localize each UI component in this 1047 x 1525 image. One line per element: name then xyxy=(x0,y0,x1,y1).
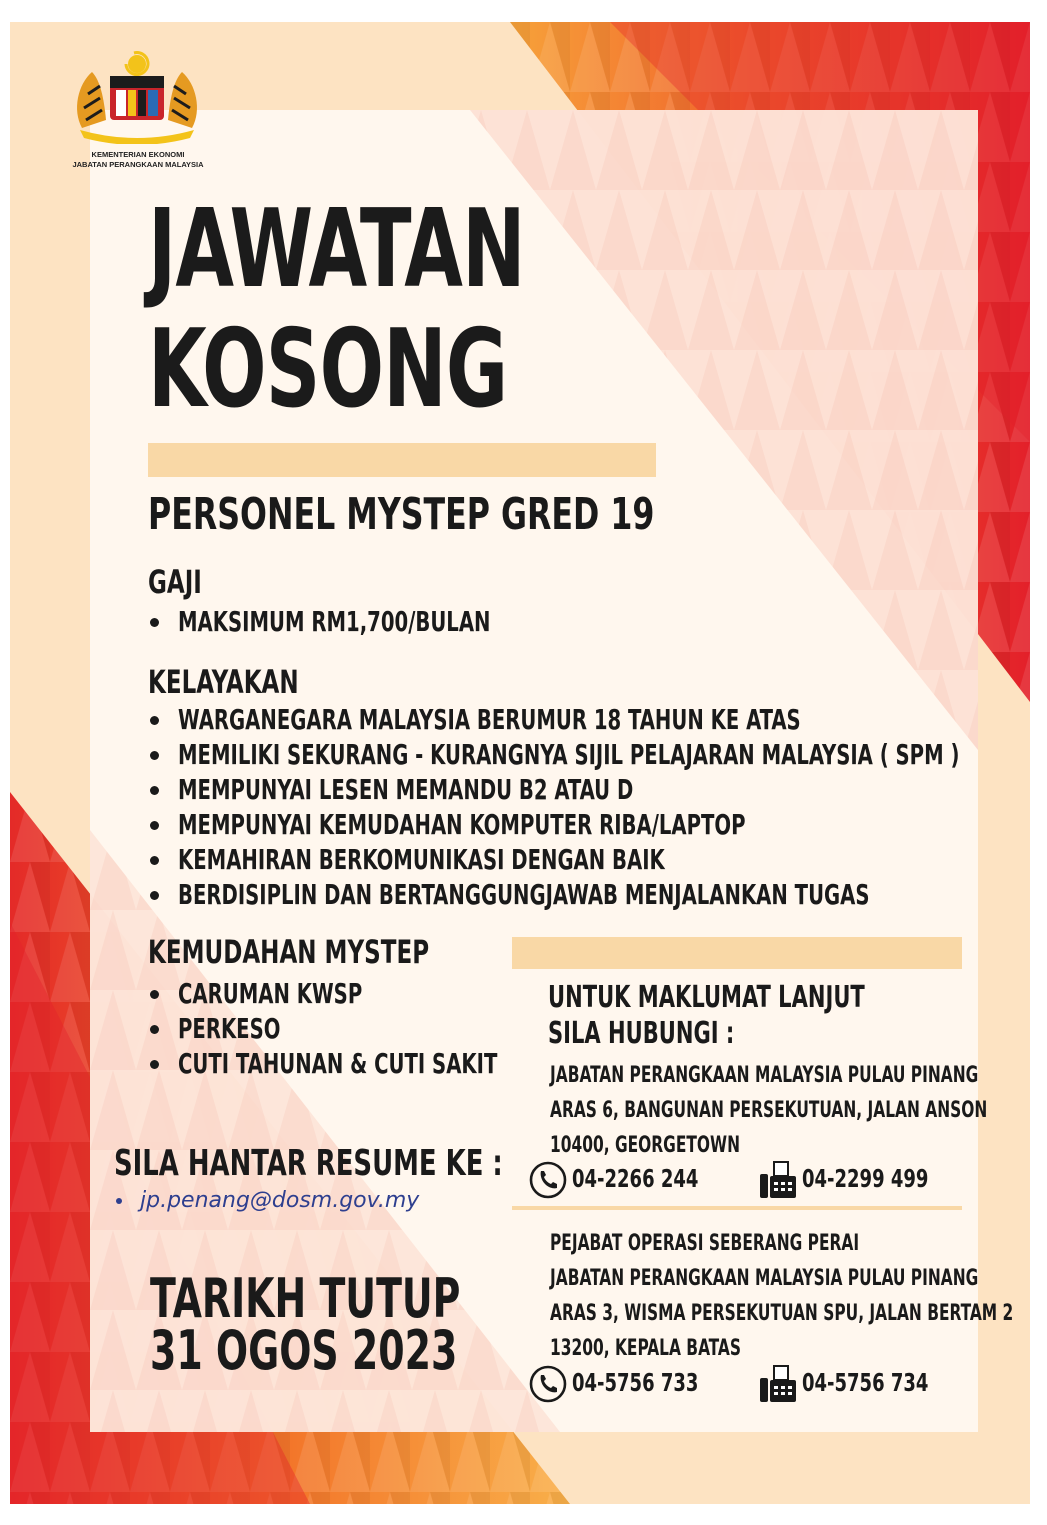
bullet-icon xyxy=(150,990,159,999)
ministry-caption xyxy=(50,150,226,170)
email-row xyxy=(116,1188,419,1220)
office2-line: 13200, KEPALA BATAS xyxy=(550,1336,741,1361)
office2-line: ARAS 3, WISMA PERSEKUTUAN SPU, JALAN BERTAM 2 xyxy=(550,1301,1014,1326)
fax-number: 04-5756 734 xyxy=(802,1368,929,1397)
qualifications-list xyxy=(148,702,1030,912)
office1-line: 10400, GEORGETOWN xyxy=(550,1133,741,1158)
office1-line: ARAS 6, BANGUNAN PERSEKUTUAN, JALAN ANSON xyxy=(550,1098,988,1123)
salary-list xyxy=(148,604,579,639)
contact-title-2: SILA HUBUNGI : xyxy=(548,1016,735,1051)
closing-date: 31 OGOS 2023 xyxy=(150,1319,458,1382)
contact-title-1: UNTUK MAKLUMAT LANJUT xyxy=(548,980,865,1015)
bullet-icon xyxy=(150,1060,159,1069)
benefits-list xyxy=(148,976,587,1081)
position-title: PERSONEL MYSTEP GRED 19 xyxy=(148,489,655,540)
title-line-2: KOSONG xyxy=(148,307,508,432)
bullet-icon xyxy=(150,1025,159,1034)
salary-heading: GAJI xyxy=(148,563,202,601)
bullet-icon xyxy=(150,751,159,760)
title-line-1: JAWATAN xyxy=(148,187,525,312)
malaysia-coat-of-arms-icon xyxy=(62,50,212,144)
contact-divider xyxy=(512,1206,962,1210)
list-item: WARGANEGARA MALAYSIA BERUMUR 18 TAHUN KE ATAS xyxy=(148,702,1030,737)
fax-icon xyxy=(758,1160,798,1200)
list-item: KEMAHIRAN BERKOMUNIKASI DENGAN BAIK xyxy=(148,842,1030,877)
list-item: BERDISIPLIN DAN BERTANGGUNGJAWAB MENJALANKAN TUGAS xyxy=(148,877,1030,912)
benefits-heading: KEMUDAHAN MYSTEP xyxy=(148,933,430,971)
bullet-icon xyxy=(150,716,159,725)
closing-label: TARIKH TUTUP xyxy=(150,1267,461,1330)
list-item: MEMPUNYAI KEMUDAHAN KOMPUTER RIBA/LAPTOP xyxy=(148,807,1030,842)
office1-line: JABATAN PERANGKAAN MALAYSIA PULAU PINANG xyxy=(550,1063,979,1088)
poster xyxy=(10,22,1030,1504)
list-item: MEMPUNYAI LESEN MEMANDU B2 ATAU D xyxy=(148,772,1030,807)
resume-label: SILA HANTAR RESUME KE : xyxy=(114,1143,503,1184)
bullet-icon xyxy=(116,1198,122,1204)
office2-line: PEJABAT OPERASI SEBERANG PERAI xyxy=(550,1231,860,1256)
qualifications-heading: KELAYAKAN xyxy=(148,663,299,701)
list-item: PERKESO xyxy=(148,1011,587,1046)
bullet-icon xyxy=(150,856,159,865)
list-item: MAKSIMUM RM1,700/BULAN xyxy=(148,604,579,639)
phone-icon xyxy=(528,1160,568,1200)
accent-bar xyxy=(148,443,656,477)
list-item: MEMILIKI SEKURANG - KURANGNYA SIJIL PELAJARAN MALAYSIA ( SPM ) xyxy=(148,737,1030,772)
email-link[interactable]: jp.penang@dosm.gov.my xyxy=(140,1188,420,1213)
ministry-name: KEMENTERIAN EKONOMI xyxy=(91,150,185,159)
phone-number: 04-5756 733 xyxy=(572,1368,699,1397)
office2-line: JABATAN PERANGKAAN MALAYSIA PULAU PINANG xyxy=(550,1266,979,1291)
bullet-icon xyxy=(150,618,159,627)
phone-number: 04-2266 244 xyxy=(572,1164,699,1193)
contact-accent-bar xyxy=(512,937,962,969)
list-item: CUTI TAHUNAN & CUTI SAKIT xyxy=(148,1046,587,1081)
bullet-icon xyxy=(150,891,159,900)
fax-icon xyxy=(758,1364,798,1404)
phone-icon xyxy=(528,1364,568,1404)
department-name: JABATAN PERANGKAAN MALAYSIA xyxy=(72,160,204,169)
bullet-icon xyxy=(150,821,159,830)
list-item: CARUMAN KWSP xyxy=(148,976,587,1011)
bullet-icon xyxy=(150,786,159,795)
fax-number: 04-2299 499 xyxy=(802,1164,929,1193)
